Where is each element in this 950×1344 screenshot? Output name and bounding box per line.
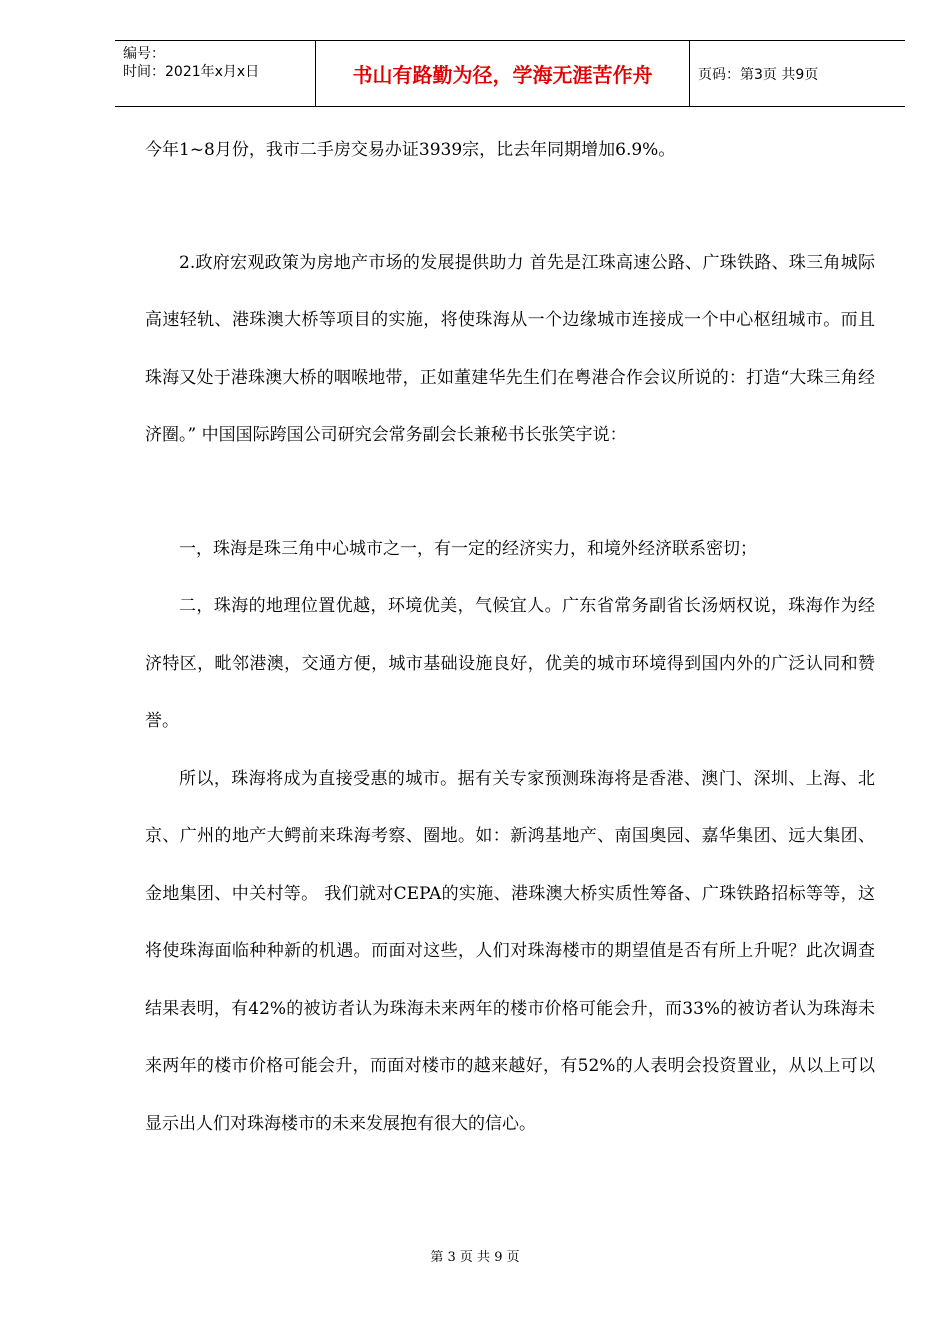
header-motto: 书山有路勤为径，学海无涯苦作舟 bbox=[316, 41, 690, 106]
document-number-label: 编号： bbox=[123, 46, 165, 62]
page-header bbox=[115, 40, 905, 107]
paragraph-point-one: 一，珠海是珠三角中心城市之一，有一定的经济实力，和境外经济联系密切； bbox=[179, 538, 757, 559]
paragraph-spacer bbox=[145, 465, 875, 521]
paragraph-transactions: 今年1~8月份，我市二手房交易办证3939宗，比去年同期增加6.9%。 bbox=[145, 140, 676, 160]
header-meta bbox=[115, 41, 316, 106]
page-footer: 第 3 页 共 9 页 bbox=[430, 1250, 520, 1265]
paragraph-conclusion: 所以，珠海将成为直接受惠的城市。据有关专家预测珠海将是香港、澳门、深圳、上海、北京、广州的地产大鳄前来珠海考察、圈地。如：新鸿基地产、南国奥园、嘉华集团、远大集团、金地集团、中关村等。 我们就对CEPA的实施、港珠澳大桥实质性筹备、广珠铁路招标等等，这将使珠海面临种种新的机遇。而面对这些，人们对珠海楼市的期望值是否有所上升呢？此次调查结果表明，有42%的被访者认为珠海未来两年的楼市价格可能会升，而33%的被访者认为珠海未来两年的楼市价格可能会升，而面对楼市的越来越好，有52%的人表明会投资置业，从以上可以显示出人们对珠海楼市的未来发展抱有很大的信心。 bbox=[145, 768, 875, 1134]
paragraph-spacer bbox=[145, 180, 875, 235]
document-time-label: 时间：2021年x月x日 bbox=[123, 64, 260, 80]
paragraph-point-two: 二，珠海的地理位置优越，环境优美，气候宜人。广东省常务副省长汤炳权说，珠海作为经济特区，毗邻港澳，交通方便，城市基础设施良好，优美的城市环境得到国内外的广泛认同和赞誉。 bbox=[145, 596, 875, 731]
paragraph-policy: 2.政府宏观政策为房地产市场的发展提供助力 首先是江珠高速公路、广珠铁路、珠三角城际高速轻轨、港珠澳大桥等项目的实施，将使珠海从一个边缘城市连接成一个中心枢纽城市。而且珠海又处于港珠澳大桥的咽喉地带，正如董建华先生们在粤港合作会议所说的：打造“大珠三角经济圈。” 中国国际跨国公司研究会常务副会长兼秘书长张笑宇说： bbox=[145, 252, 875, 445]
header-page-info: 页码：第3页 共9页 bbox=[698, 66, 819, 83]
document-body bbox=[145, 122, 875, 1153]
